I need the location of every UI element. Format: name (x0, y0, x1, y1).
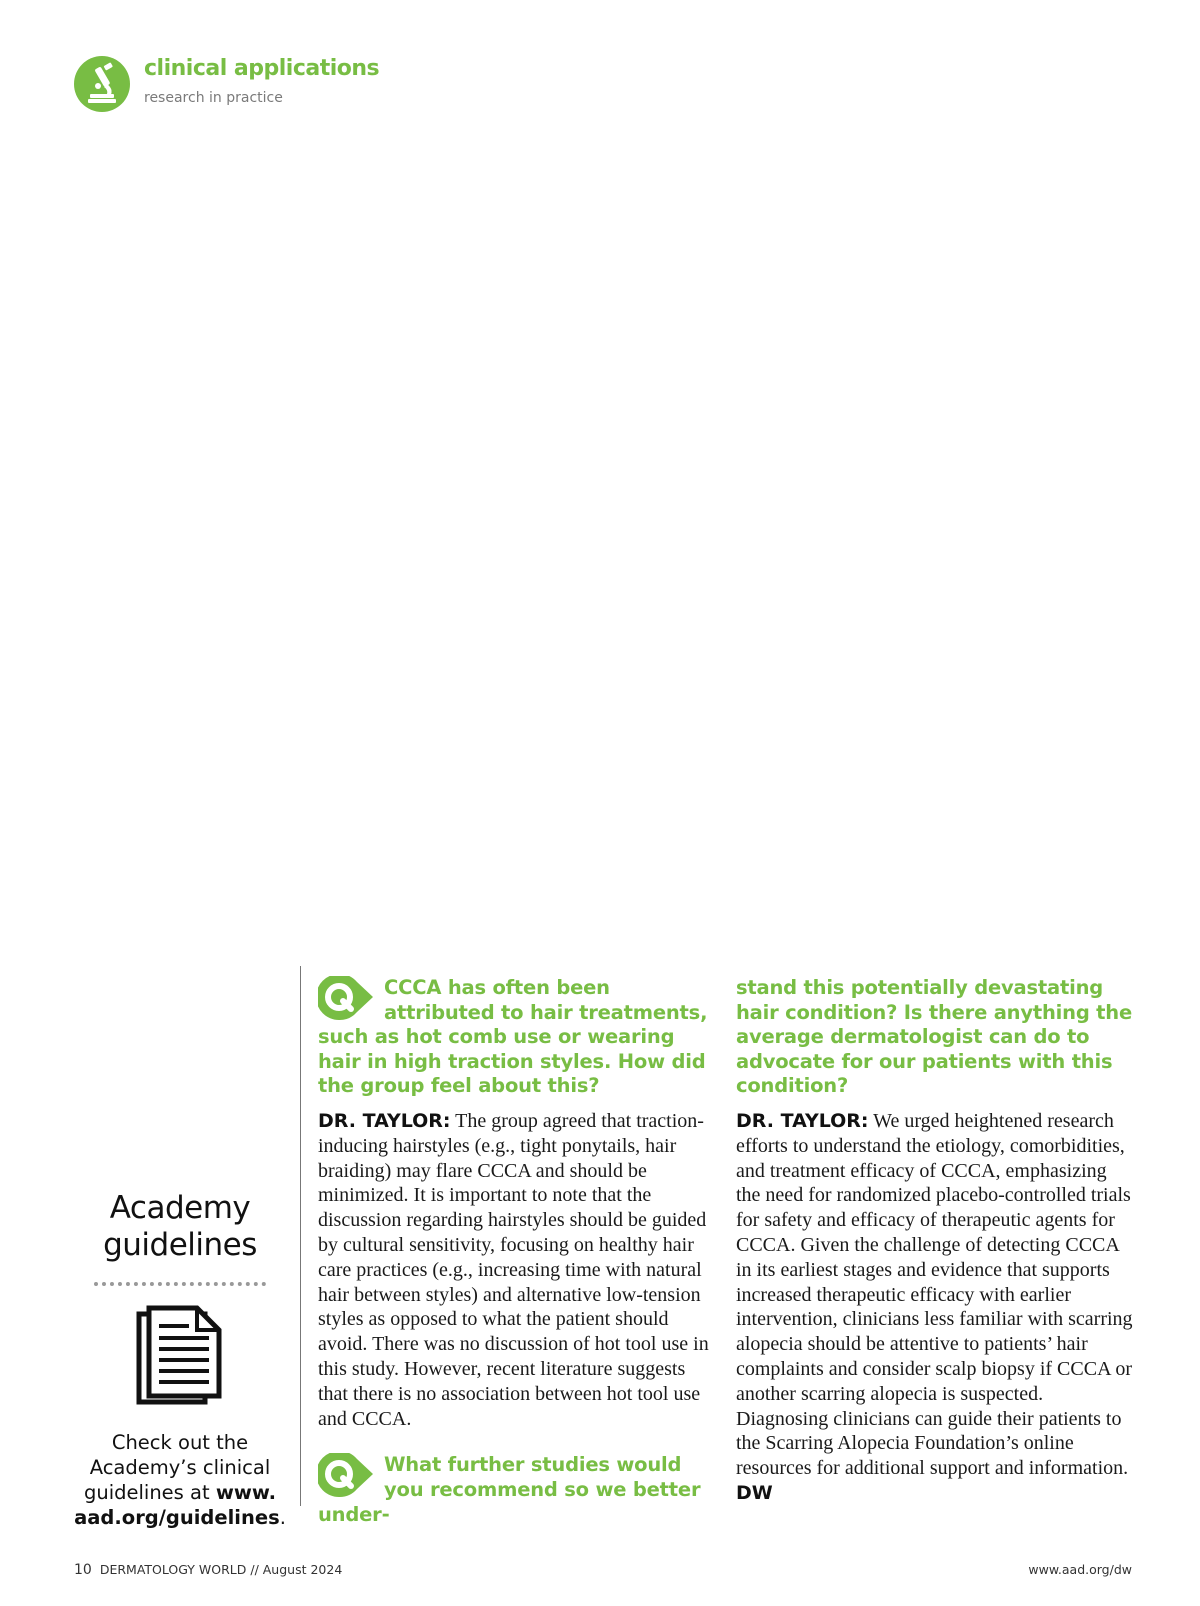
section-subtitle: research in practice (144, 90, 283, 106)
question-1 (318, 976, 714, 1099)
footer-left (74, 1562, 342, 1578)
speaker-label: DR. TAYLOR: (318, 1109, 451, 1132)
speaker-label: DR. TAYLOR: (736, 1109, 869, 1132)
dotted-divider (94, 1282, 266, 1286)
sidebar-title-line1: Academy (109, 1190, 251, 1226)
page-number: 10 (74, 1562, 92, 1578)
article-column-1 (318, 976, 714, 1527)
section-logo (74, 56, 130, 112)
guidelines-link[interactable]: www. aad.org/guidelines (74, 1481, 280, 1529)
sidebar-text (74, 1430, 286, 1530)
answer-2 (736, 1109, 1136, 1506)
question-2-text-part1: What further studies would you recommend so we better under- (318, 1453, 701, 1526)
answer-1-text: The group agreed that traction-inducing hairstyles (e.g., tight ponytails, hair braiding) may flare CCCA and should be minimized. It is important to note that the discussion regarding hairstyles should be guided by cultural sensitivity, focusing on healthy hair care practices (e.g., increasing time with natural hair between styles) and alternative low-tension styles as opposed to what the patient should avoid. There was no discussion of hot tool use in this study. However, recent literature suggests that there is no association between hot tool use and CCCA. (318, 1109, 709, 1430)
answer-1 (318, 1109, 714, 1431)
microscope-icon (74, 56, 130, 112)
academy-guidelines-sidebar (74, 1190, 286, 1530)
sidebar-text-lead: Check out the Academy’s clinical guidelines at (83, 1431, 271, 1504)
question-2 (318, 1453, 714, 1527)
end-mark: DW (736, 1481, 773, 1504)
sidebar-title (74, 1190, 286, 1264)
question-2-continued: stand this potentially devastating hair condition? Is there anything the average dermatologist can do to advocate for our patients with this condition? (736, 976, 1133, 1098)
question-bubble-icon (318, 1453, 376, 1499)
document-icon (135, 1304, 225, 1408)
question-1-text: CCCA has often been attributed to hair treatments, such as hot comb use or wearing hair in high traction styles. How did the group feel about this? (318, 976, 708, 1098)
question-bubble-icon (318, 976, 376, 1022)
publication-info: DERMATOLOGY WORLD // August 2024 (99, 1562, 343, 1577)
sidebar-title-line2: guidelines (103, 1227, 257, 1263)
footer-url[interactable]: www.aad.org/dw (1028, 1562, 1132, 1577)
column-divider (300, 966, 301, 1506)
sidebar-text-end: . (279, 1506, 286, 1529)
article-column-2 (736, 976, 1136, 1506)
answer-2-text: We urged heightened research efforts to understand the etiology, comorbidities, and treatment efficacy of CCCA, emphasizing the need for randomized placebo-controlled trials for safety and efficacy of therapeutic agents for CCCA. Given the challenge of detecting CCCA in its earliest stages and evidence that supports increased therapeutic efficacy with earlier intervention, clinicians less familiar with scarring alopecia should be attentive to patients’ hair complaints and consider scalp biopsy if CCCA or another scarring alopecia is suspected. Diagnosing clinicians can guide their patients to the Scarring Alopecia Foundation’s online resources for additional support and information. (736, 1109, 1133, 1480)
section-title: clinical applications (144, 56, 380, 81)
